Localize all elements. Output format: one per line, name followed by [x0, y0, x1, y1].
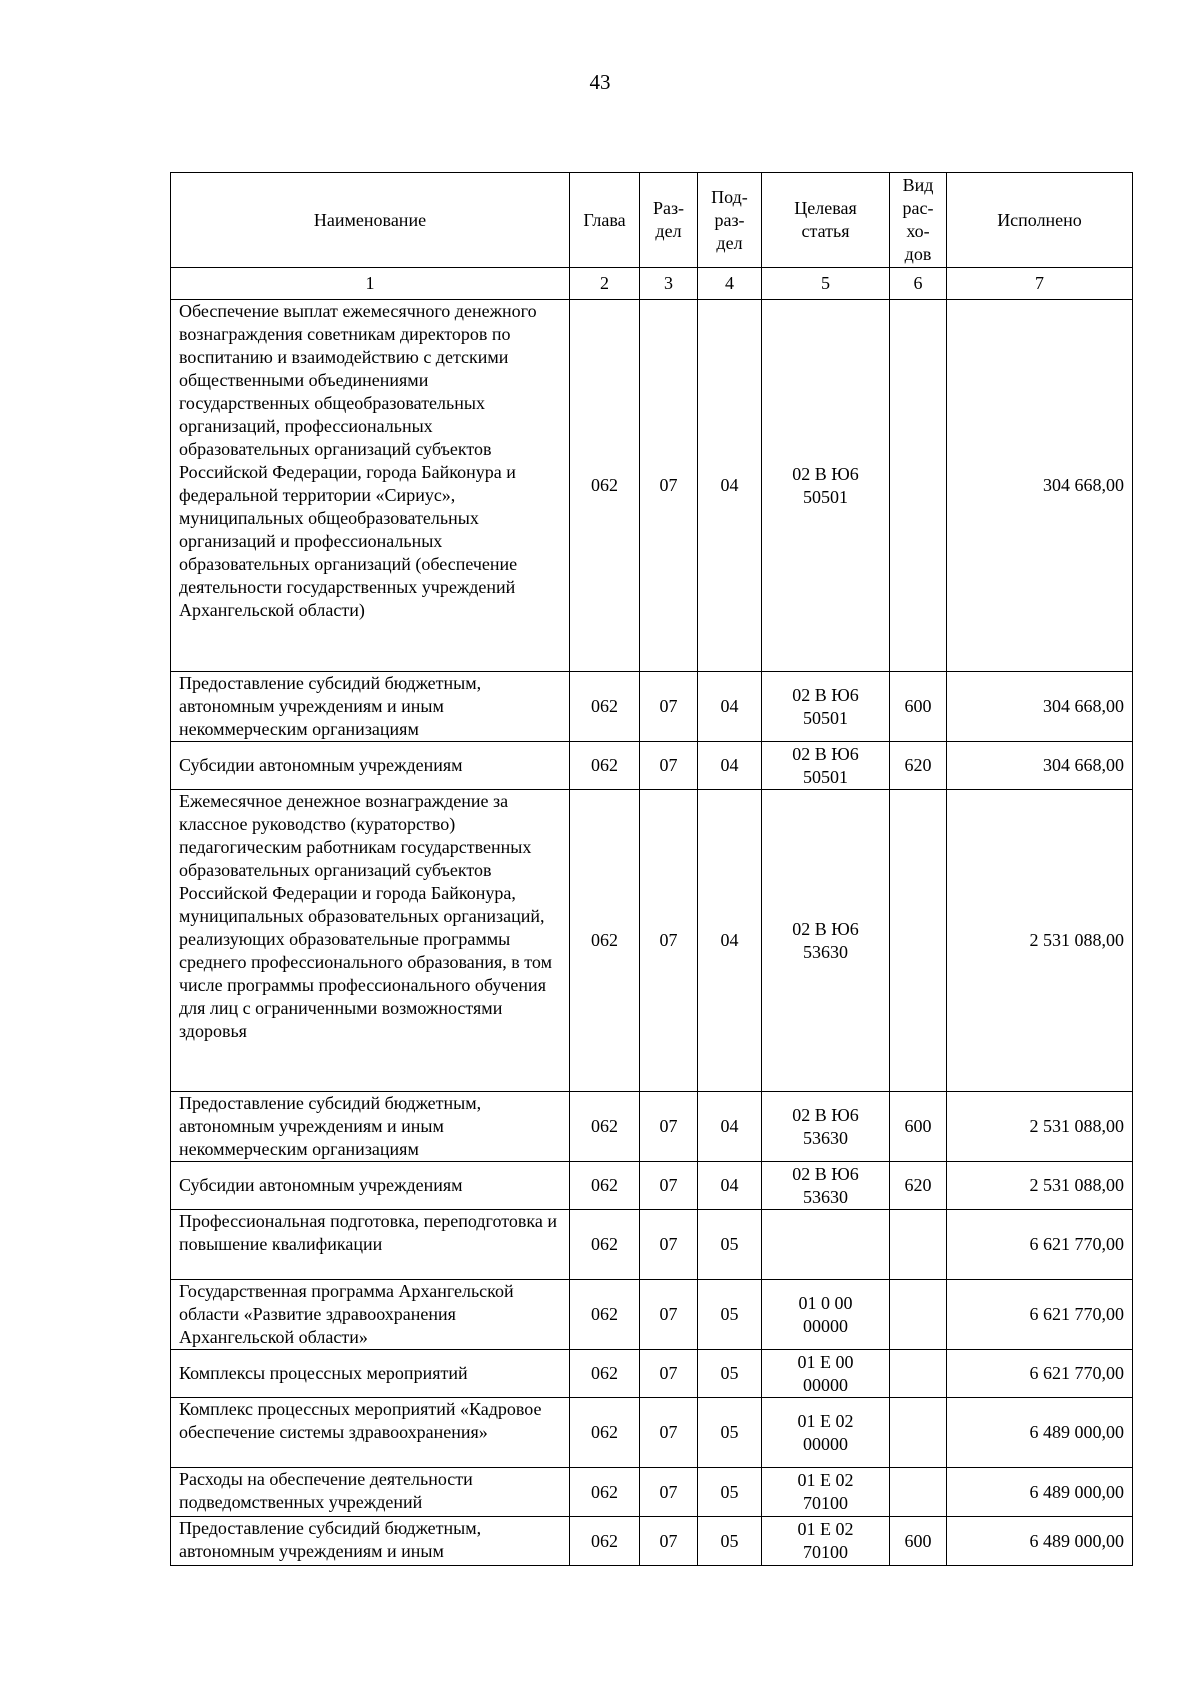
- row-tselevaya-statya: 01 Е 02 70100: [762, 1517, 890, 1566]
- row-name: Ежемесячное денежное вознаграждение за классное руководство (кураторство) педагогическим работникам государственных образовательных организаций субъектов Российской Федерации и города Байконура, муниципальных образовательных организаций, реализующих образовательные программы среднего профессионального образования, в том числе программы профессионального обучения для лиц с ограниченными возможностями здоровья: [171, 790, 570, 1092]
- row-razdel: 07: [640, 1162, 698, 1210]
- row-razdel: 07: [640, 672, 698, 742]
- row-glava: 062: [570, 1092, 640, 1162]
- row-ispolneno: 6 489 000,00: [947, 1398, 1133, 1468]
- row-ispolneno: 2 531 088,00: [947, 1092, 1133, 1162]
- row-tselevaya-statya: 02 В Ю6 53630: [762, 1162, 890, 1210]
- column-number: 6: [890, 268, 947, 300]
- row-razdel: 07: [640, 300, 698, 672]
- row-tselevaya-statya: [762, 1210, 890, 1280]
- header-glava: Глава: [570, 173, 640, 268]
- row-tselevaya-statya: 01 Е 02 70100: [762, 1468, 890, 1517]
- row-ispolneno: 304 668,00: [947, 300, 1133, 672]
- row-name: Обеспечение выплат ежемесячного денежного вознаграждения советникам директоров по воспитанию и взаимодействию с детскими общественными объединениями государственных общеобразовательных организаций, профессиональных образовательных организаций субъектов Российской Федерации, города Байконура и федеральной территории «Сириус», муниципальных общеобразовательных организаций и профессиональных образовательных организаций (обеспечение деятельности государственных учреждений Архангельской области): [171, 300, 570, 672]
- row-vid-raskhodov: [890, 790, 947, 1092]
- row-tselevaya-statya: 02 В Ю6 50501: [762, 672, 890, 742]
- table-row: [171, 1517, 1133, 1566]
- header-tselevaya-statya: Целевая статья: [762, 173, 890, 268]
- row-glava: 062: [570, 1350, 640, 1398]
- row-podrazdel: 04: [698, 742, 762, 790]
- row-razdel: 07: [640, 1468, 698, 1517]
- column-number: 5: [762, 268, 890, 300]
- row-name: Профессиональная подготовка, переподготовка и повышение квалификации: [171, 1210, 570, 1280]
- row-glava: 062: [570, 1280, 640, 1350]
- row-ispolneno: 2 531 088,00: [947, 790, 1133, 1092]
- column-number: 4: [698, 268, 762, 300]
- row-podrazdel: 05: [698, 1280, 762, 1350]
- row-vid-raskhodov: 620: [890, 742, 947, 790]
- row-vid-raskhodov: [890, 1350, 947, 1398]
- table-row: [171, 742, 1133, 790]
- row-podrazdel: 05: [698, 1398, 762, 1468]
- row-tselevaya-statya: 02 В Ю6 50501: [762, 742, 890, 790]
- row-razdel: 07: [640, 1517, 698, 1566]
- header-razdel: Раз- дел: [640, 173, 698, 268]
- row-ispolneno: 6 621 770,00: [947, 1210, 1133, 1280]
- row-vid-raskhodov: [890, 300, 947, 672]
- row-glava: 062: [570, 790, 640, 1092]
- row-ispolneno: 304 668,00: [947, 672, 1133, 742]
- row-podrazdel: 04: [698, 1162, 762, 1210]
- header-vid-raskhodov: Вид рас- хо- дов: [890, 173, 947, 268]
- row-vid-raskhodov: 620: [890, 1162, 947, 1210]
- row-podrazdel: 05: [698, 1517, 762, 1566]
- row-ispolneno: 2 531 088,00: [947, 1162, 1133, 1210]
- row-glava: 062: [570, 300, 640, 672]
- row-ispolneno: 6 621 770,00: [947, 1350, 1133, 1398]
- row-ispolneno: 6 489 000,00: [947, 1468, 1133, 1517]
- header-row: [171, 173, 1133, 268]
- row-podrazdel: 04: [698, 672, 762, 742]
- table-row: [171, 1280, 1133, 1350]
- column-number: 7: [947, 268, 1133, 300]
- row-glava: 062: [570, 1468, 640, 1517]
- row-name: Предоставление субсидий бюджетным, автономным учреждениям и иным некоммерческим организациям: [171, 672, 570, 742]
- row-name: Расходы на обеспечение деятельности подведомственных учреждений: [171, 1468, 570, 1517]
- row-glava: 062: [570, 742, 640, 790]
- row-vid-raskhodov: [890, 1280, 947, 1350]
- row-name: Комплекс процессных мероприятий «Кадровое обеспечение системы здравоохранения»: [171, 1398, 570, 1468]
- table-row: [171, 300, 1133, 672]
- row-ispolneno: 6 489 000,00: [947, 1517, 1133, 1566]
- row-glava: 062: [570, 1517, 640, 1566]
- row-podrazdel: 04: [698, 790, 762, 1092]
- header-podrazdel: Под- раз- дел: [698, 173, 762, 268]
- row-glava: 062: [570, 1210, 640, 1280]
- row-tselevaya-statya: 01 0 00 00000: [762, 1280, 890, 1350]
- row-tselevaya-statya: 02 В Ю6 53630: [762, 790, 890, 1092]
- budget-table: [170, 172, 1133, 1566]
- row-tselevaya-statya: 01 Е 02 00000: [762, 1398, 890, 1468]
- row-glava: 062: [570, 1162, 640, 1210]
- page-number: 43: [589, 70, 611, 94]
- header-name: Наименование: [171, 173, 570, 268]
- row-vid-raskhodov: 600: [890, 672, 947, 742]
- row-ispolneno: 6 621 770,00: [947, 1280, 1133, 1350]
- row-podrazdel: 04: [698, 300, 762, 672]
- table-row: [171, 1092, 1133, 1162]
- row-vid-raskhodov: [890, 1398, 947, 1468]
- header-ispolneno: Исполнено: [947, 173, 1133, 268]
- row-name: Государственная программа Архангельской области «Развитие здравоохранения Архангельской области»: [171, 1280, 570, 1350]
- row-podrazdel: 05: [698, 1210, 762, 1280]
- table-row: [171, 672, 1133, 742]
- row-razdel: 07: [640, 1280, 698, 1350]
- row-vid-raskhodov: 600: [890, 1092, 947, 1162]
- row-razdel: 07: [640, 1350, 698, 1398]
- row-name: Субсидии автономным учреждениям: [171, 1162, 570, 1210]
- row-razdel: 07: [640, 1398, 698, 1468]
- row-podrazdel: 04: [698, 1092, 762, 1162]
- row-name: Субсидии автономным учреждениям: [171, 742, 570, 790]
- row-podrazdel: 05: [698, 1350, 762, 1398]
- row-razdel: 07: [640, 1092, 698, 1162]
- table-row: [171, 1350, 1133, 1398]
- row-razdel: 07: [640, 742, 698, 790]
- row-tselevaya-statya: 01 Е 00 00000: [762, 1350, 890, 1398]
- row-glava: 062: [570, 672, 640, 742]
- row-name: Предоставление субсидий бюджетным, автономным учреждениям и иным некоммерческим организациям: [171, 1092, 570, 1162]
- row-name: Комплексы процессных мероприятий: [171, 1350, 570, 1398]
- row-name: Предоставление субсидий бюджетным, автономным учреждениям и иным: [171, 1517, 570, 1566]
- row-vid-raskhodov: 600: [890, 1517, 947, 1566]
- row-glava: 062: [570, 1398, 640, 1468]
- row-ispolneno: 304 668,00: [947, 742, 1133, 790]
- column-number: 3: [640, 268, 698, 300]
- row-tselevaya-statya: 02 В Ю6 53630: [762, 1092, 890, 1162]
- table-row: [171, 1468, 1133, 1517]
- table-row: [171, 790, 1133, 1092]
- column-number: 2: [570, 268, 640, 300]
- row-razdel: 07: [640, 1210, 698, 1280]
- table-row: [171, 1398, 1133, 1468]
- row-vid-raskhodov: [890, 1468, 947, 1517]
- row-vid-raskhodov: [890, 1210, 947, 1280]
- row-podrazdel: 05: [698, 1468, 762, 1517]
- table-row: [171, 1162, 1133, 1210]
- table-row: [171, 1210, 1133, 1280]
- column-numbers-row: [171, 268, 1133, 300]
- row-tselevaya-statya: 02 В Ю6 50501: [762, 300, 890, 672]
- row-razdel: 07: [640, 790, 698, 1092]
- column-number: 1: [171, 268, 570, 300]
